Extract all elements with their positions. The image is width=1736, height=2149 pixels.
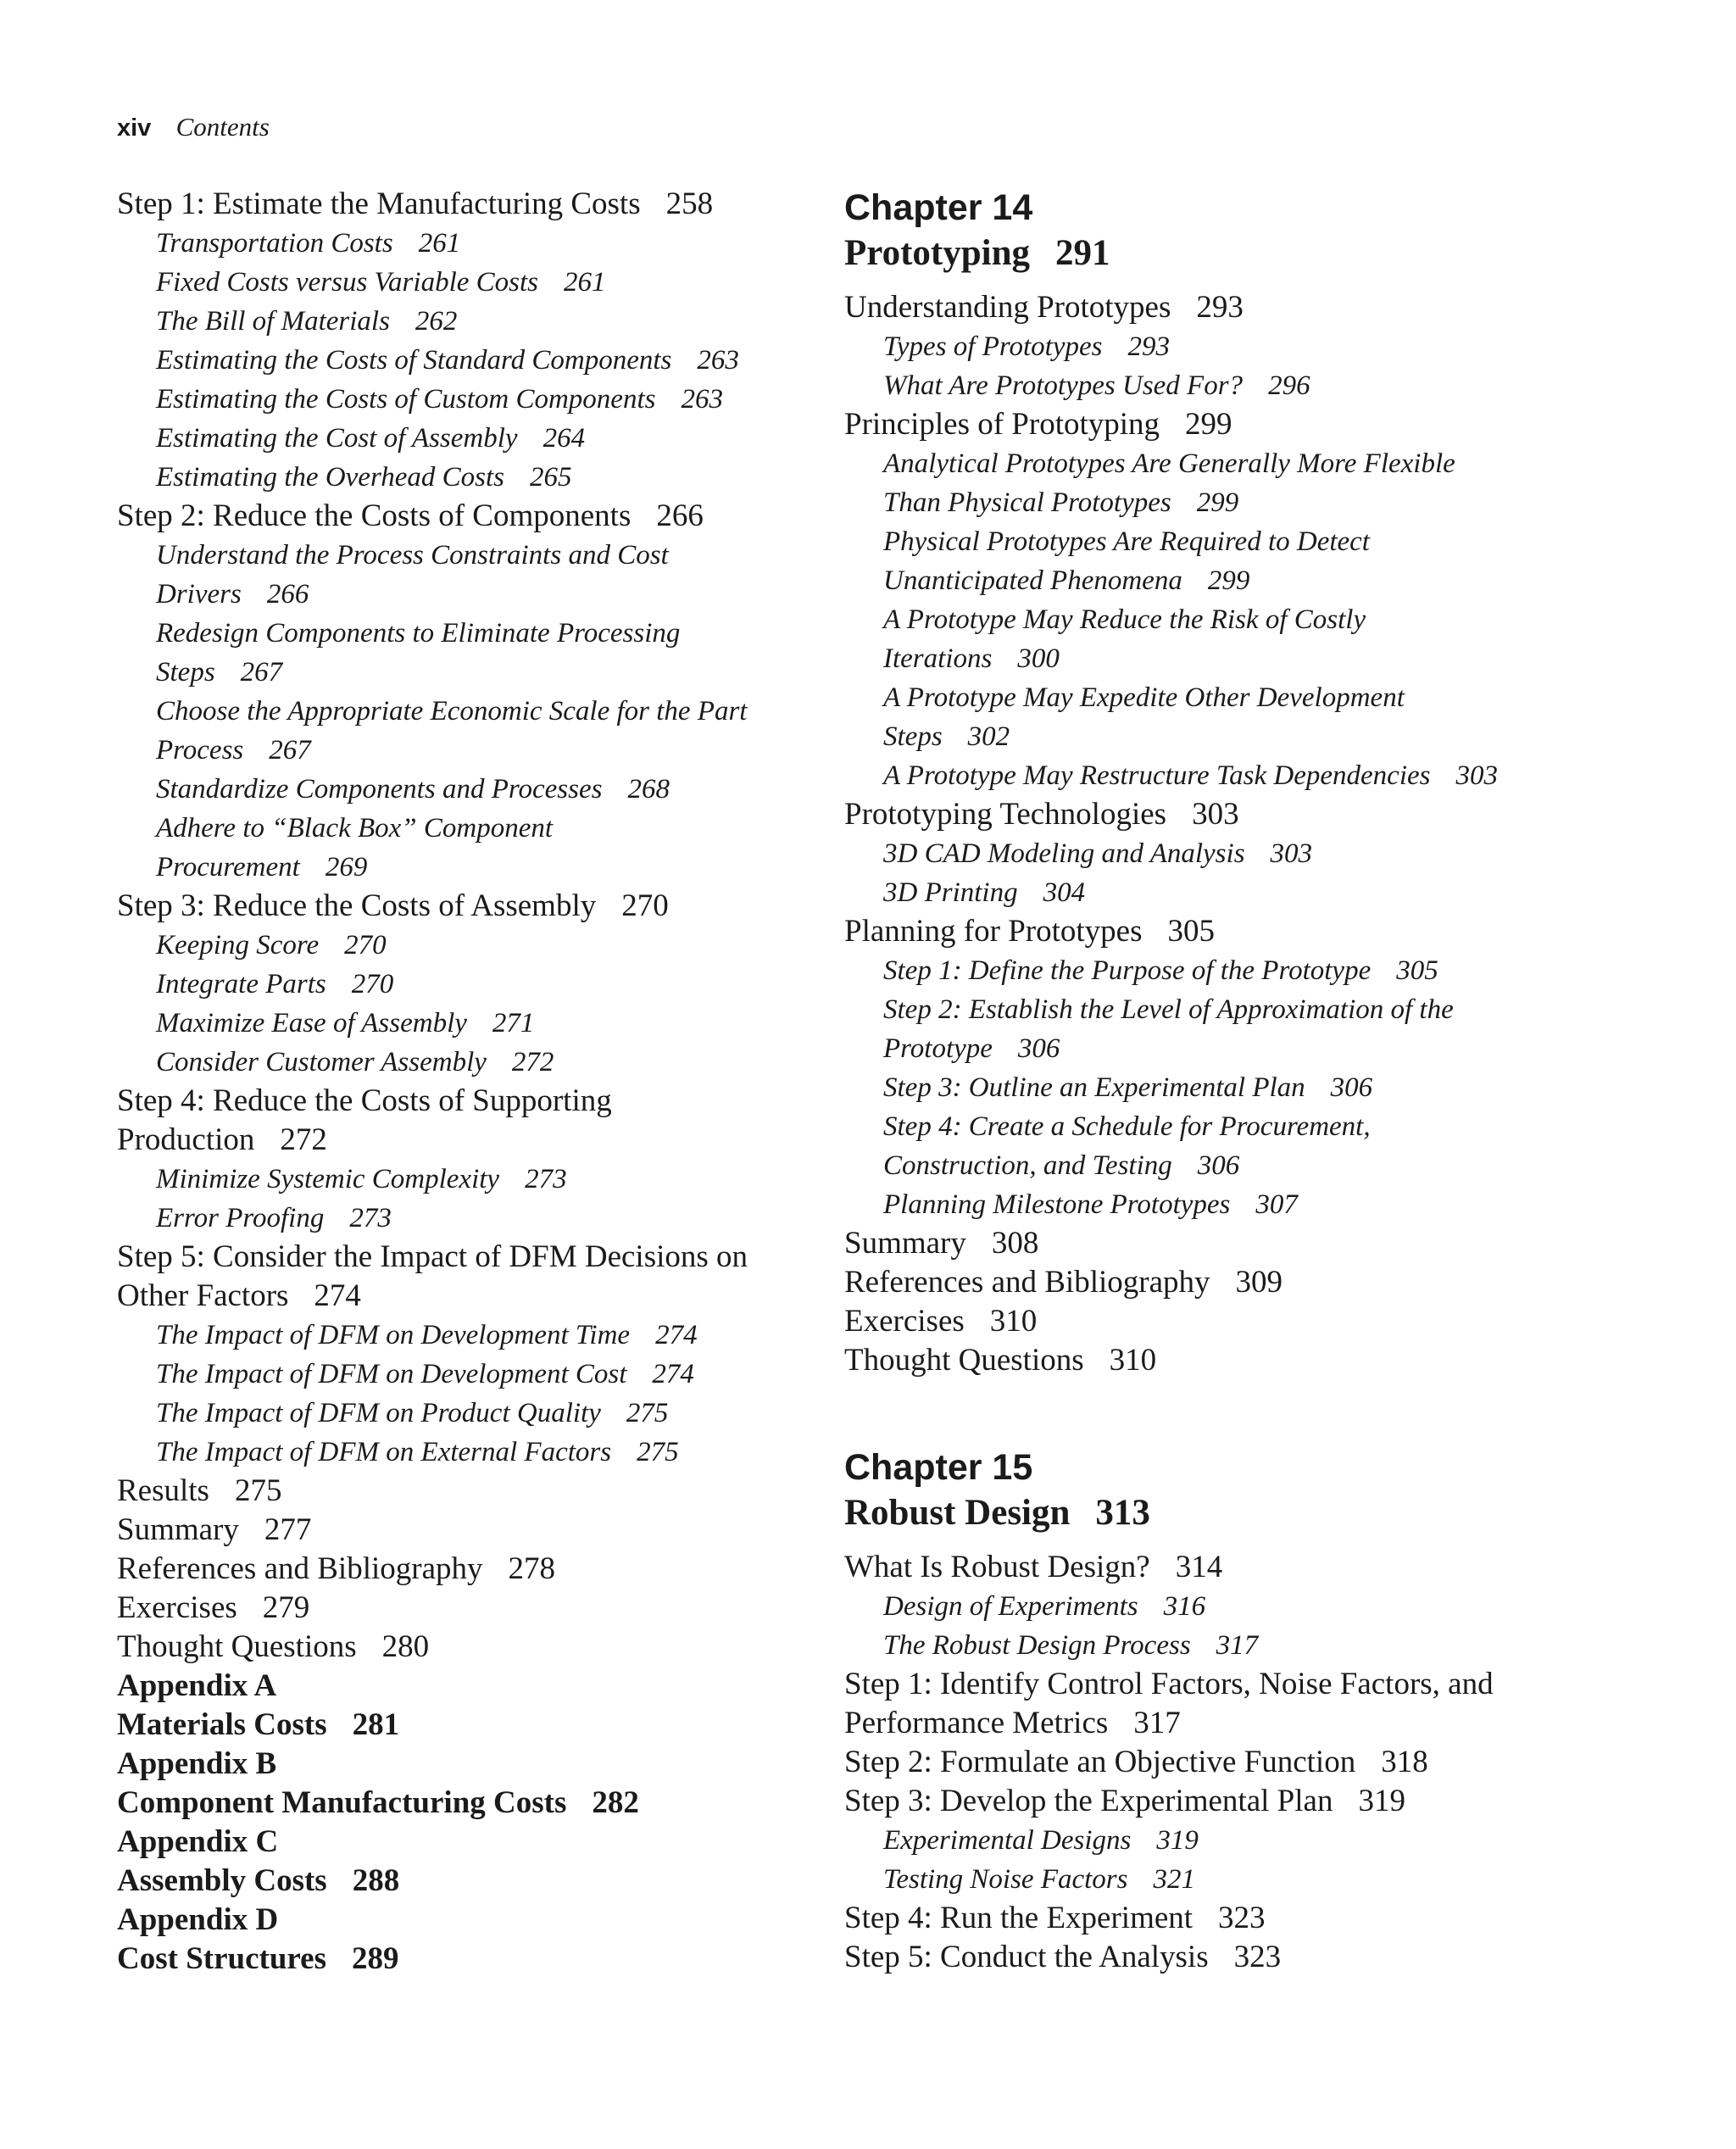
toc-entry-title: Step 3: Develop the Experimental Plan [844, 1784, 1333, 1818]
toc-entry-title: Estimating the Cost of Assembly [156, 423, 518, 454]
toc-entry-title: Types of Prototypes [883, 331, 1103, 362]
toc-entry [117, 497, 812, 536]
toc-entry-title: The Impact of DFM on Product Quality [156, 1398, 601, 1428]
toc-entry-title: Steps [883, 721, 943, 752]
toc-subentry [844, 756, 1692, 795]
toc-page-number: 319 [1156, 1825, 1199, 1856]
toc-page-number: 303 [1270, 838, 1313, 869]
toc-entry [117, 185, 812, 224]
toc-page-number: 305 [1167, 914, 1215, 949]
toc-entry-title: Principles of Prototyping [844, 407, 1160, 442]
toc-page-number: 270 [344, 930, 387, 960]
toc-page-number: 275 [234, 1473, 282, 1508]
toc-page-number: 275 [626, 1398, 669, 1428]
toc-subentry [117, 809, 812, 848]
chapter-page-number: 313 [1095, 1493, 1150, 1533]
toc-entry-title: Integrate Parts [156, 969, 326, 999]
toc-entry-title: Adhere to “Black Box” Component [156, 813, 554, 843]
toc-entry [844, 1899, 1692, 1938]
toc-subentry [844, 1146, 1692, 1185]
toc-entry-title: Keeping Score [156, 930, 320, 960]
toc-page-number: 274 [314, 1278, 361, 1313]
toc-entry-title: A Prototype May Expedite Other Development [883, 682, 1405, 713]
toc-page-number: 270 [621, 888, 669, 923]
toc-entry-title: Step 2: Reduce the Costs of Components [117, 498, 632, 533]
toc-entry-title: Component Manufacturing Costs [117, 1785, 567, 1820]
toc-page-number: 262 [415, 306, 458, 337]
toc-entry-title: The Impact of DFM on Development Cost [156, 1359, 627, 1389]
toc-entry [844, 1548, 1692, 1587]
toc-entry [844, 288, 1692, 327]
toc-entry-title: Materials Costs [117, 1707, 327, 1742]
toc-subentry [844, 639, 1692, 678]
toc-page-number: 318 [1381, 1745, 1428, 1779]
toc-entry-title: Step 4: Create a Schedule for Procurement, [883, 1111, 1371, 1142]
toc-page-number: 310 [1109, 1343, 1157, 1378]
toc-entry-title: Planning Milestone Prototypes [883, 1189, 1231, 1220]
toc-entry-title: Step 1: Estimate the Manufacturing Costs [117, 187, 641, 221]
toc-entry-title: 3D CAD Modeling and Analysis [883, 838, 1245, 869]
toc-entry-title: Thought Questions [117, 1629, 357, 1664]
toc-page-number: 280 [381, 1629, 430, 1664]
toc-entry [117, 1277, 812, 1316]
toc-subentry [117, 1394, 812, 1433]
toc-page-number: 273 [349, 1203, 392, 1233]
toc-entry-title: Unanticipated Phenomena [883, 565, 1182, 596]
toc-page-number: 306 [1017, 1033, 1060, 1064]
toc-entry-title: Step 1: Define the Purpose of the Prototype [883, 955, 1372, 986]
toc-subentry [117, 848, 812, 887]
toc-entry-title: Experimental Designs [883, 1825, 1132, 1856]
toc-page-number: 277 [264, 1512, 312, 1547]
chapter-title [844, 231, 1692, 276]
toc-subentry [117, 458, 812, 497]
toc-entry [844, 1224, 1692, 1263]
toc-entry-title: The Bill of Materials [156, 306, 390, 337]
toc-subentry [117, 1433, 812, 1472]
toc-entry [844, 912, 1692, 951]
toc-page-number: 279 [262, 1590, 310, 1625]
toc-entry-title: Procurement [156, 852, 300, 882]
toc-page-number: 272 [511, 1047, 554, 1077]
toc-page-number: 296 [1268, 370, 1310, 401]
toc-page-number: 274 [652, 1359, 694, 1389]
toc-entry-title: Understanding Prototypes [844, 290, 1171, 325]
chapter-label: Chapter 14 [844, 187, 1033, 228]
chapter-label: Chapter 15 [844, 1447, 1033, 1488]
toc-entry-title: Steps [156, 657, 215, 688]
toc-subentry [844, 1860, 1692, 1899]
toc-entry-title: Fixed Costs versus Variable Costs [156, 267, 538, 298]
toc-entry [844, 1302, 1692, 1341]
toc-entry-title: Redesign Components to Eliminate Processing [156, 618, 681, 649]
toc-page-number: 309 [1235, 1265, 1283, 1300]
toc-entry-title: Minimize Systemic Complexity [156, 1164, 500, 1194]
toc-page-number: 314 [1175, 1550, 1223, 1584]
toc-entry [117, 887, 812, 926]
toc-page-number: 281 [352, 1707, 400, 1742]
toc-page-number: 261 [418, 228, 461, 259]
toc-entry-title: Step 2: Formulate an Objective Function [844, 1745, 1356, 1779]
toc-subentry [844, 366, 1692, 405]
toc-subentry [844, 444, 1692, 483]
toc-subentry [117, 263, 812, 302]
toc-entry [117, 1472, 812, 1511]
toc-page-number: 289 [352, 1941, 399, 1976]
toc-subentry [117, 1043, 812, 1082]
toc-page-number: 303 [1192, 797, 1239, 832]
toc-entry-title: References and Bibliography [117, 1551, 483, 1586]
toc-entry-title: Estimating the Costs of Custom Components [156, 384, 656, 415]
toc-entry-title: Step 5: Conduct the Analysis [844, 1940, 1209, 1974]
toc-page-number: 306 [1197, 1150, 1240, 1181]
toc-entry [844, 1665, 1692, 1704]
toc-entry-title: Appendix D [117, 1902, 279, 1937]
toc-subentry [844, 990, 1692, 1029]
toc-page-number: 293 [1127, 331, 1170, 362]
toc-entry-title: Understand the Process Constraints and Cost [156, 540, 669, 571]
toc-page-number: 266 [266, 579, 309, 610]
toc-page-number: 267 [240, 657, 283, 688]
toc-page-number: 264 [542, 423, 586, 454]
toc-entry-title: A Prototype May Reduce the Risk of Costly [883, 604, 1366, 635]
toc-page-number: 323 [1233, 1940, 1282, 1974]
toc-entry-title: The Impact of DFM on Development Time [156, 1320, 631, 1350]
toc-entry-title: Step 5: Consider the Impact of DFM Decisions on [117, 1239, 748, 1274]
toc-subentry [117, 731, 812, 770]
toc-subentry [844, 561, 1692, 600]
toc-page-number: 266 [656, 498, 704, 533]
toc-entry-title: Than Physical Prototypes [883, 487, 1171, 518]
toc-page-number: 278 [508, 1551, 556, 1586]
toc-entry-title: Step 3: Reduce the Costs of Assembly [117, 888, 597, 923]
toc-entry [117, 1511, 812, 1550]
toc-entry-title: Estimating the Costs of Standard Components [156, 345, 672, 376]
toc-page-number: 288 [352, 1863, 400, 1898]
toc-page-number: 307 [1255, 1189, 1298, 1220]
toc-page-number: 274 [655, 1320, 698, 1350]
toc-entry-title: Iterations [883, 643, 993, 674]
toc-entry-title: Exercises [844, 1304, 965, 1339]
toc-entry [117, 1082, 812, 1121]
toc-entry-title: Other Factors [117, 1278, 289, 1313]
toc-entry-title: Appendix B [117, 1746, 277, 1781]
toc-entry-title: Summary [117, 1512, 239, 1547]
toc-page-number: 271 [492, 1008, 535, 1038]
toc-page-number: 300 [1017, 643, 1060, 674]
toc-page-number: 268 [627, 774, 670, 804]
toc-subentry [844, 1587, 1692, 1626]
toc-subentry [117, 1199, 812, 1238]
toc-appendix-line [117, 1706, 812, 1745]
toc-subentry [117, 536, 812, 575]
toc-subentry [844, 600, 1692, 639]
toc-entry [844, 1938, 1692, 1977]
toc-page-number: 299 [1196, 487, 1239, 518]
toc-subentry [844, 834, 1692, 873]
toc-subentry [117, 1316, 812, 1355]
toc-subentry [117, 926, 812, 965]
toc-entry [844, 405, 1692, 444]
toc-entry [117, 1589, 812, 1628]
toc-appendix-line [117, 1784, 812, 1823]
toc-page-number: 299 [1185, 407, 1232, 442]
toc-appendix-line [117, 1823, 812, 1862]
toc-subentry [844, 483, 1692, 522]
toc-entry-title: 3D Printing [883, 877, 1018, 908]
chapter-title-text: Robust Design [844, 1493, 1071, 1533]
chapter-page-number: 291 [1055, 233, 1110, 273]
toc-subentry [117, 575, 812, 614]
toc-entry-title: Consider Customer Assembly [156, 1047, 487, 1077]
right-column [844, 185, 1692, 1977]
toc-entry-title: A Prototype May Restructure Task Dependencies [883, 760, 1431, 791]
toc-subentry [844, 522, 1692, 561]
toc-entry [844, 795, 1692, 834]
toc-entry-title: Step 4: Reduce the Costs of Supporting [117, 1083, 612, 1118]
toc-page-number: 282 [592, 1785, 639, 1820]
toc-page-number: 317 [1133, 1706, 1181, 1740]
running-title: Contents [175, 112, 270, 142]
toc-entry-title: Performance Metrics [844, 1706, 1109, 1740]
toc-page-number: 275 [637, 1437, 679, 1467]
toc-entry [844, 1743, 1692, 1782]
toc-page-number: 316 [1163, 1591, 1206, 1622]
toc-subentry [844, 678, 1692, 717]
toc-entry-title: Physical Prototypes Are Required to Detect [883, 526, 1370, 557]
left-column [117, 185, 812, 1979]
toc-subentry [844, 1029, 1692, 1068]
toc-entry-title: References and Bibliography [844, 1265, 1210, 1300]
toc-entry-title: Planning for Prototypes [844, 914, 1143, 949]
toc-page-number: 306 [1330, 1072, 1373, 1103]
toc-entry-title: Testing Noise Factors [883, 1864, 1128, 1895]
toc-entry-title: Cost Structures [117, 1941, 326, 1976]
toc-subentry [117, 1004, 812, 1043]
toc-subentry [844, 1626, 1692, 1665]
chapter-title-text: Prototyping [844, 233, 1030, 273]
toc-subentry [117, 653, 812, 692]
toc-entry-title: Prototype [883, 1033, 993, 1064]
toc-subentry [117, 1160, 812, 1199]
toc-entry-title: Step 2: Establish the Level of Approximation of the [883, 994, 1454, 1025]
toc-entry-title: Appendix A [117, 1668, 277, 1703]
toc-appendix-line [117, 1862, 812, 1901]
toc-page-number: 302 [967, 721, 1010, 752]
toc-subentry [117, 770, 812, 809]
toc-page-number: 310 [989, 1304, 1038, 1339]
chapter-spacer [844, 1380, 1692, 1445]
toc-page-number: 319 [1358, 1784, 1405, 1818]
toc-entry [844, 1263, 1692, 1302]
toc-appendix-line [117, 1901, 812, 1940]
toc-page-number: 269 [325, 852, 368, 882]
toc-page-number: 293 [1196, 290, 1244, 325]
toc-entry [117, 1238, 812, 1277]
toc-entry-title: Prototyping Technologies [844, 797, 1167, 832]
toc-entry-title: Choose the Appropriate Economic Scale for the Part [156, 696, 748, 727]
toc-entry-title: The Impact of DFM on External Factors [156, 1437, 612, 1467]
toc-entry-title: Error Proofing [156, 1203, 325, 1233]
running-head [117, 110, 270, 145]
toc-page-number: 272 [280, 1122, 327, 1157]
toc-entry-title: Estimating the Overhead Costs [156, 462, 504, 493]
toc-page-number: 303 [1455, 760, 1498, 791]
toc-page-number: 321 [1153, 1864, 1195, 1895]
toc-page-number: 263 [697, 345, 739, 376]
toc-entry-title: Analytical Prototypes Are Generally More Flexible [883, 448, 1455, 479]
toc-entry-title: Standardize Components and Processes [156, 774, 603, 804]
toc-subentry [844, 873, 1692, 912]
toc-subentry [844, 327, 1692, 366]
toc-subentry [844, 1185, 1692, 1224]
toc-entry-title: Summary [844, 1226, 966, 1261]
toc-page-number: 299 [1207, 565, 1250, 596]
toc-page-number: 258 [665, 187, 714, 221]
toc-subentry [117, 965, 812, 1004]
toc-entry-title: Appendix C [117, 1824, 279, 1859]
toc-entry-title: Design of Experiments [883, 1591, 1138, 1622]
chapter-title [844, 1490, 1692, 1536]
toc-subentry [117, 1355, 812, 1394]
toc-subentry [117, 419, 812, 458]
toc-page-number: 270 [351, 969, 394, 999]
toc-subentry [844, 1107, 1692, 1146]
toc-subentry [117, 224, 812, 263]
toc-entry-title: Step 1: Identify Control Factors, Noise Factors, and [844, 1667, 1494, 1701]
toc-entry-title: Production [117, 1122, 255, 1157]
toc-page-number: 305 [1396, 955, 1438, 986]
toc-entry-title: Transportation Costs [156, 228, 393, 259]
toc-appendix-line [117, 1667, 812, 1706]
toc-entry-title: What Are Prototypes Used For? [883, 370, 1244, 401]
toc-subentry [117, 341, 812, 380]
toc-entry-title: Results [117, 1473, 209, 1508]
toc-page-number: 317 [1216, 1630, 1259, 1661]
toc-entry-title: Maximize Ease of Assembly [156, 1008, 467, 1038]
toc-page-number: 265 [529, 462, 572, 493]
toc-entry-title: Drivers [156, 579, 242, 610]
toc-subentry [117, 380, 812, 419]
toc-subentry [117, 302, 812, 341]
toc-page-number: 308 [991, 1226, 1039, 1261]
toc-subentry [117, 692, 812, 731]
toc-entry [117, 1628, 812, 1667]
toc-entry-title: Step 3: Outline an Experimental Plan [883, 1072, 1305, 1103]
toc-entry-title: The Robust Design Process [883, 1630, 1191, 1661]
page-number: xiv [117, 114, 152, 142]
toc-entry [844, 1341, 1692, 1380]
toc-entry [117, 1121, 812, 1160]
toc-page-number: 323 [1218, 1901, 1266, 1935]
toc-entry-title: Process [156, 735, 244, 766]
toc-page-number: 263 [681, 384, 723, 415]
toc-entry [844, 1704, 1692, 1743]
toc-entry-title: Thought Questions [844, 1343, 1084, 1378]
toc-entry [844, 1782, 1692, 1821]
toc-entry-title: What Is Robust Design? [844, 1550, 1150, 1584]
toc-subentry [117, 614, 812, 653]
toc-page-number: 261 [564, 267, 606, 298]
toc-entry-title: Step 4: Run the Experiment [844, 1901, 1194, 1935]
toc-page-number: 267 [269, 735, 311, 766]
toc-subentry [844, 1821, 1692, 1860]
toc-entry-title: Construction, and Testing [883, 1150, 1172, 1181]
toc-page-number: 304 [1043, 877, 1086, 908]
toc-subentry [844, 951, 1692, 990]
toc-entry-title: Assembly Costs [117, 1863, 327, 1898]
toc-entry-title: Exercises [117, 1590, 237, 1625]
toc-appendix-line [117, 1745, 812, 1784]
toc-subentry [844, 717, 1692, 756]
toc-page-number: 273 [525, 1164, 567, 1194]
toc-subentry [844, 1068, 1692, 1107]
toc-entry [117, 1550, 812, 1589]
toc-appendix-line [117, 1940, 812, 1979]
